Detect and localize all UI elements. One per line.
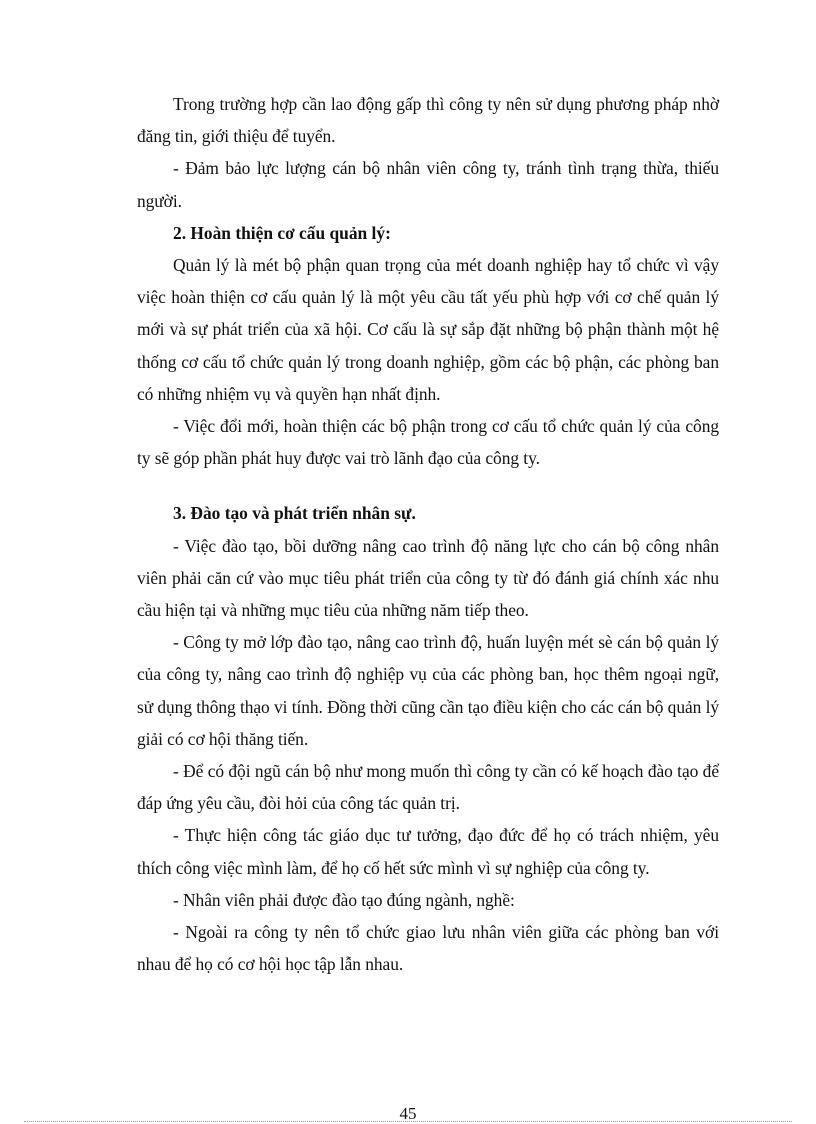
document-body	[137, 88, 719, 980]
paragraph-staff-exchange: - Ngoài ra công ty nên tổ chức giao lưu nhân viên giữa các phòng ban với nhau để họ có cơ hội học tập lẫn nhau.	[137, 922, 719, 975]
paragraph-management-importance: Quản lý là mét bộ phận quan trọng của mét doanh nghiệp hay tổ chức vì vậy việc hoàn thiện cơ cấu quản lý là một yêu cầu tất yếu phù hợp với cơ chế quản lý mới và sự phát triển của xã hội. Cơ cấu là sự sắp đặt những bộ phận thành một hệ thống cơ cấu tổ chức quản lý trong doanh nghiệp, gồm các bộ phận, các phòng ban có những nhiệm vụ và quyền hạn nhất định.	[137, 255, 719, 404]
paragraph-structure-reform: - Việc đổi mới, hoàn thiện các bộ phận trong cơ cấu tổ chức quản lý của công ty sẽ góp phần phát huy được vai trò lãnh đạo của công ty.	[137, 416, 719, 469]
paragraph-training-basis: - Việc đào tạo, bồi dưỡng nâng cao trình độ năng lực cho cán bộ công nhân viên phải căn cứ vào mục tiêu phát triển của công ty từ đó đánh giá chính xác nhu cầu hiện tại và những mục tiêu của những năm tiếp theo.	[137, 535, 719, 621]
section-heading-management-structure: 2. Hoàn thiện cơ cấu quản lý:	[173, 222, 391, 243]
paragraph-training-plan: - Để có đội ngũ cán bộ như mong muốn thì công ty cần có kế hoạch đào tạo để đáp ứng yêu cầu, đòi hỏi của công tác quản trị.	[137, 761, 719, 814]
paragraph-proper-training: - Nhân viên phải được đào tạo đúng ngành, nghề:	[173, 889, 515, 910]
page-number: 45	[399, 1104, 417, 1123]
paragraph-urgent-hiring: Trong trường hợp cần lao động gấp thì công ty nên sử dụng phương pháp nhờ đăng tin, giới thiệu để tuyển.	[137, 94, 719, 147]
paragraph-ethics-education: - Thực hiện công tác giáo dục tư tưởng, đạo đức để họ có trách nhiệm, yêu thích công việc mình làm, để họ cố hết sức mình vì sự nghiệp của công ty.	[137, 825, 719, 878]
section-heading-training: 3. Đào tạo và phát triển nhân sự.	[173, 503, 416, 524]
paragraph-training-courses: - Công ty mở lớp đào tạo, nâng cao trình độ, huấn luyện mét sè cán bộ quản lý của công ty, nâng cao trình độ nghiệp vụ của các phòng ban, học thêm ngoại ngữ, sử dụng thông thạo vi tính. Đồng thời cũng cần tạo điều kiện cho các cán bộ quản lý giải có cơ hội thăng tiến.	[137, 632, 719, 749]
section-spacer	[137, 474, 719, 497]
footer-dotted-rule	[24, 1121, 792, 1122]
paragraph-staffing-balance: - Đảm bảo lực lượng cán bộ nhân viên công ty, tránh tình trạng thừa, thiếu người.	[137, 158, 719, 211]
